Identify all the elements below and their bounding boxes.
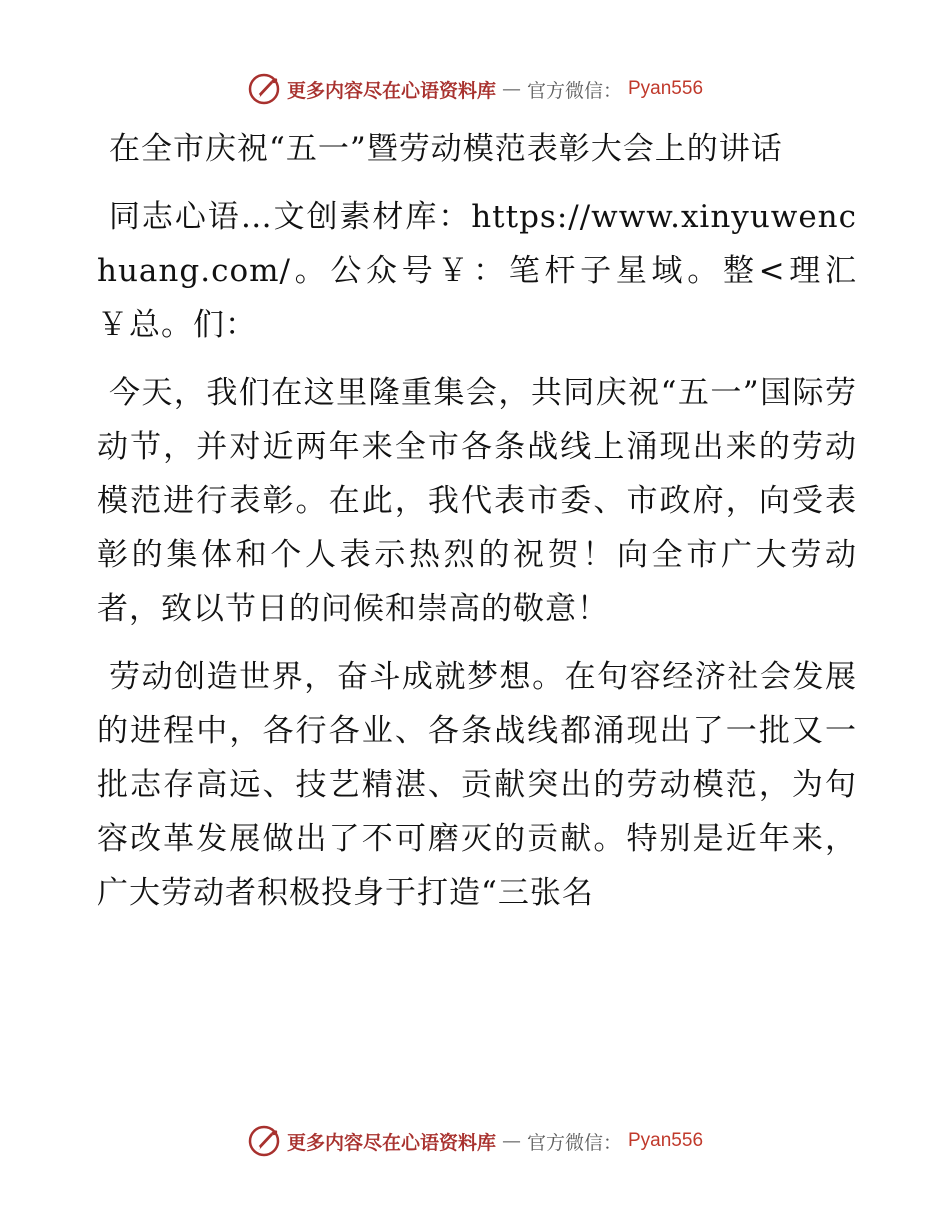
quill-seal-icon — [247, 1124, 281, 1158]
banner-wechat-account: Pyan556 — [628, 1130, 704, 1151]
document-body — [97, 122, 857, 934]
quill-seal-icon — [247, 72, 281, 106]
paragraph-1: 同志心语…文创素材库：https://www.xinyuwenchuang.com/。公众号￥：笔杆子星域。整<理汇￥总。们： — [97, 199, 857, 343]
banner-main-text: 更多内容尽在心语资料库 — [286, 79, 496, 102]
banner-dash: — — [501, 78, 521, 100]
footer-banner — [0, 1124, 950, 1158]
header-banner — [0, 72, 950, 106]
banner-wechat-label: 官方微信： — [526, 79, 622, 102]
paragraph-2: 今天，我们在这里隆重集会，共同庆祝“五一”国际劳动节，并对近两年来全市各条战线上涌现出来的劳动模范进行表彰。在此，我代表市委、市政府，向受表彰的集体和个人表示热烈的祝贺！向全市广大劳动者，致以节日的问候和崇高的敬意！ — [97, 375, 857, 627]
banner-main-text: 更多内容尽在心语资料库 — [286, 1131, 496, 1154]
banner-wechat-label: 官方微信： — [526, 1131, 622, 1154]
document-title: 在全市庆祝“五一”暨劳动模范表彰大会上的讲话 — [109, 131, 783, 167]
banner-wechat-account: Pyan556 — [628, 78, 704, 99]
banner-dash: — — [501, 1130, 521, 1152]
paragraph-3: 劳动创造世界，奋斗成就梦想。在句容经济社会发展的进程中，各行各业、各条战线都涌现出了一批又一批志存高远、技艺精湛、贡献突出的劳动模范，为句容改革发展做出了不可磨灭的贡献。特别是近年来，广大劳动者积极投身于打造“三张名 — [97, 659, 857, 911]
